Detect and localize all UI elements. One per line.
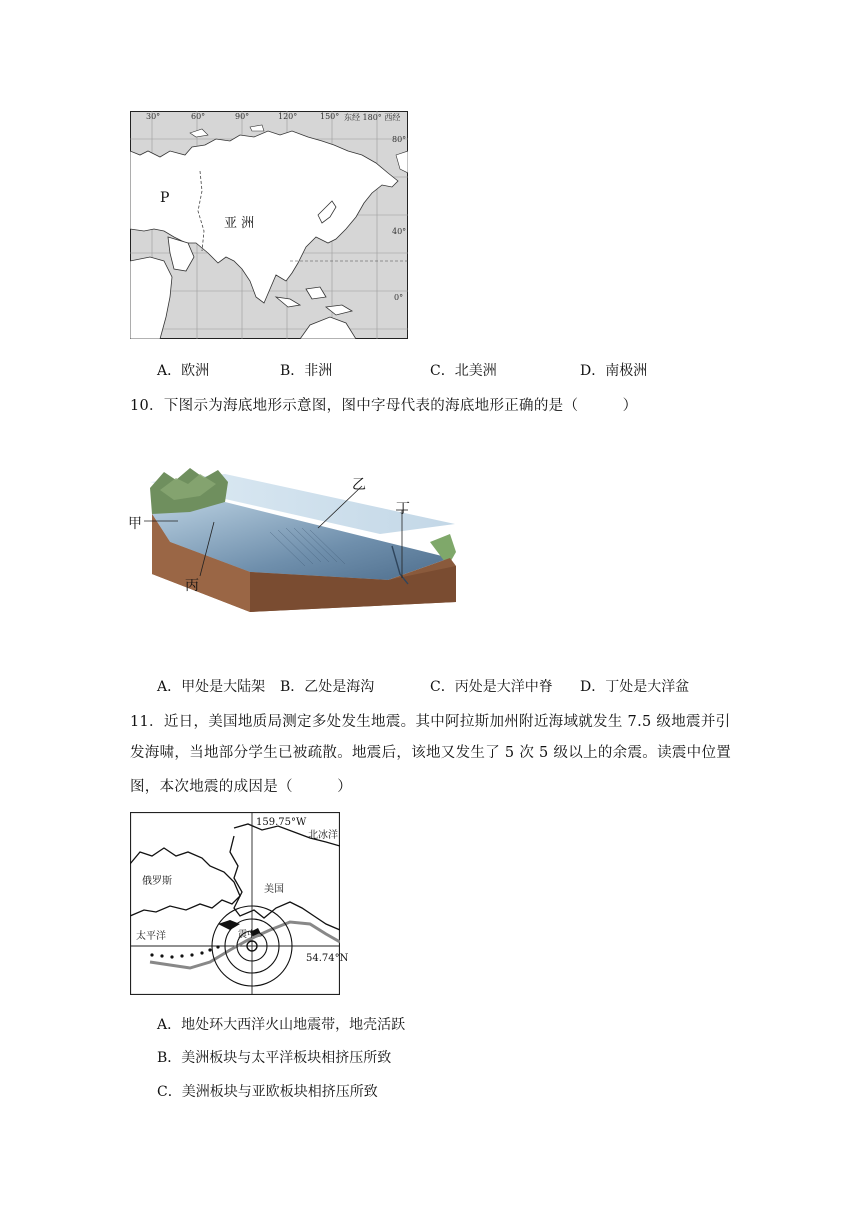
q11-option-a[interactable]: A．地处环大西洋火山地震带，地壳活跃 [157,1017,406,1033]
label-bing: 丙 [185,578,199,594]
lat-tick-0: 0° [394,293,404,302]
q11-stem-line2: 发海啸，当地部分学生已被疏散。地震后，该地又发生了 5 次 5 级以上的余震。读震中位置 [130,745,732,761]
arctic-ocean-label: 北冰洋 [308,830,338,841]
lon-tick-60: 60° [191,112,206,121]
label-jia: 甲 [128,516,142,532]
lon-tick-30: 30° [146,112,161,121]
usa-label: 美国 [264,884,284,895]
lon-tick-90: 90° [235,112,250,121]
lon-tick-120: 120° [278,112,298,121]
asia-map [130,111,408,339]
pacific-label: 太平洋 [136,931,166,942]
q9-option-c[interactable]: C．北美洲 [430,363,497,379]
asia-map-graphic [130,111,408,339]
q10-option-d[interactable]: D．丁处是大洋盆 [580,679,690,695]
lat-tick-40: 40° [392,227,407,236]
lat-tick-80: 80° [392,135,407,144]
label-yi: 乙 [352,477,366,493]
epicenter-label: 震中 [238,930,257,940]
q10-option-b[interactable]: B．乙处是海沟 [280,679,375,695]
map-label-asia: 亚 洲 [224,216,255,231]
q9-option-a[interactable]: A．欧洲 [157,363,210,379]
epicenter-map [130,812,349,995]
lat-label: 54.74°N [306,953,349,964]
q11-option-c[interactable]: C．美洲板块与亚欧板块相挤压所致 [157,1084,378,1100]
russia-label: 俄罗斯 [142,876,172,887]
lon-tick-180: 东经 180° 西经 [344,113,401,122]
q10-option-a[interactable]: A．甲处是大陆架 [157,679,266,695]
lon-label: 159.75°W [256,817,307,828]
q11-option-b[interactable]: B．美洲板块与太平洋板块相挤压所致 [157,1050,392,1066]
q11-stem-line3: 图，本次地震的成因是（ ） [130,779,352,795]
q10-option-c[interactable]: C．丙处是大洋中脊 [430,679,553,695]
map-label-p: P [160,190,170,206]
q11-stem-line1: 11．近日，美国地质局测定多处发生地震。其中阿拉斯加州附近海域就发生 7.5 级地震并引 [130,714,731,730]
q9-option-d[interactable]: D．南极洲 [580,363,648,379]
label-ding: 丁 [396,501,410,517]
q9-option-b[interactable]: B．非洲 [280,363,333,379]
q10-stem: 10．下图示为海底地形示意图，图中字母代表的海底地形正确的是（ ） [130,398,638,414]
seafloor-diagram [130,462,460,652]
lon-tick-150: 150° [320,112,340,121]
seafloor-graphic [130,462,460,652]
